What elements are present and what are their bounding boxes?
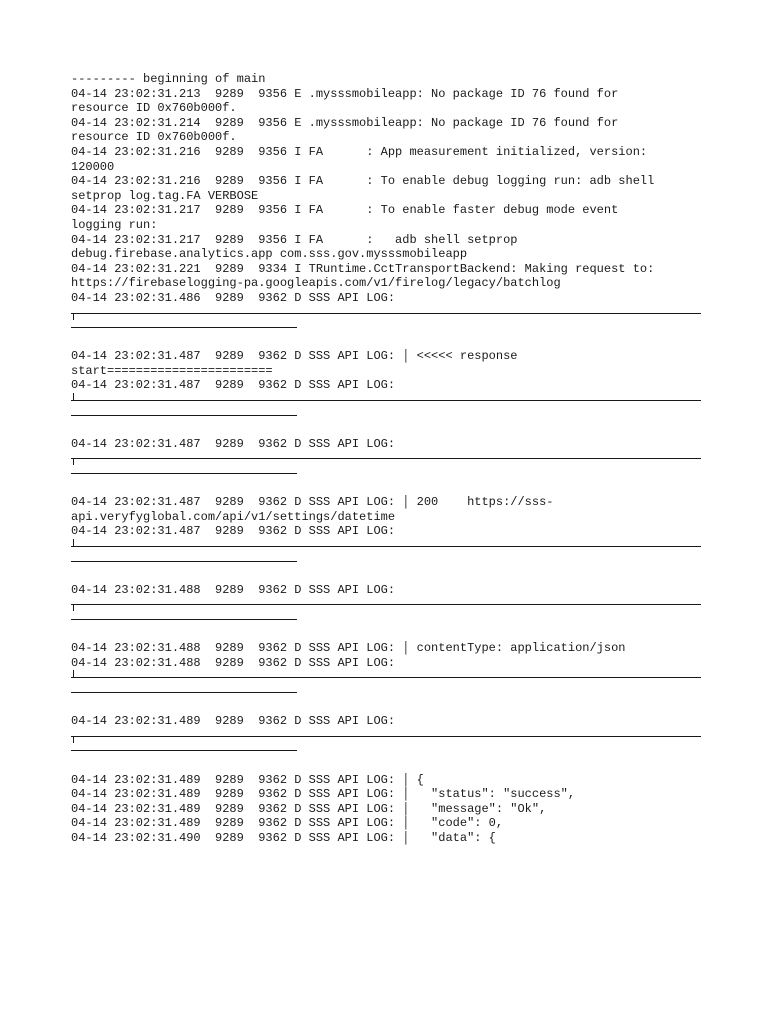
log-document <box>71 72 701 845</box>
log-line: resource ID 0x760b000f. <box>71 101 237 116</box>
log-line: 04-14 23:02:31.487 9289 9362 D SSS API LOG: │ 200 https://sss- <box>71 495 554 510</box>
blank-line <box>71 422 701 437</box>
rule-segment <box>71 750 297 751</box>
rule-segment <box>71 677 701 678</box>
log-line: 04-14 23:02:31.216 9289 9356 I FA : App measurement initialized, version: <box>71 144 648 159</box>
rule-segment <box>71 604 701 605</box>
box-top-border <box>71 306 701 321</box>
rule-segment <box>71 736 701 737</box>
log-line: 04-14 23:02:31.221 9289 9334 I TRuntime.CctTransportBackend: Making request to: <box>71 261 655 276</box>
box-corner-top-left <box>73 313 74 320</box>
log-line: 120000 <box>71 159 115 174</box>
box-corner-top-left <box>73 458 74 465</box>
blank-line <box>71 481 701 496</box>
blank-line <box>71 758 701 773</box>
box-rule-continuation <box>71 554 701 569</box>
box-top-border <box>71 729 701 744</box>
box-rule-continuation <box>71 685 701 700</box>
box-corner-bottom-left <box>73 393 74 401</box>
rule-segment <box>71 400 701 401</box>
log-line: 04-14 23:02:31.489 9289 9362 D SSS API LOG: │ "code": 0, <box>71 816 504 831</box>
rule-segment <box>71 561 297 562</box>
box-top-border <box>71 597 701 612</box>
rule-segment <box>71 415 297 416</box>
box-rule-continuation <box>71 408 701 423</box>
log-line: 04-14 23:02:31.486 9289 9362 D SSS API LOG: <box>71 290 396 305</box>
log-line: 04-14 23:02:31.216 9289 9356 I FA : To enable debug logging run: adb shell <box>71 174 655 189</box>
box-rule-continuation <box>71 743 701 758</box>
box-corner-top-left <box>73 604 74 611</box>
blank-line <box>71 568 701 583</box>
box-corner-top-left <box>73 736 74 743</box>
log-line: 04-14 23:02:31.488 9289 9362 D SSS API LOG: │ contentType: application/json <box>71 641 626 656</box>
log-line: start======================= <box>71 363 273 378</box>
log-line: 04-14 23:02:31.488 9289 9362 D SSS API LOG: <box>71 582 396 597</box>
log-line: 04-14 23:02:31.217 9289 9356 I FA : adb shell setprop <box>71 232 518 247</box>
box-bottom-border <box>71 670 701 685</box>
log-line: 04-14 23:02:31.489 9289 9362 D SSS API LOG: │ { <box>71 772 424 787</box>
blank-line <box>71 335 701 350</box>
log-line: 04-14 23:02:31.217 9289 9356 I FA : To enable faster debug mode event <box>71 203 619 218</box>
log-line: 04-14 23:02:31.487 9289 9362 D SSS API LOG: │ <<<<< response <box>71 349 518 364</box>
log-line: 04-14 23:02:31.489 9289 9362 D SSS API LOG: │ "status": "success", <box>71 787 576 802</box>
log-line: api.veryfyglobal.com/api/v1/settings/datetime <box>71 509 396 524</box>
log-line: setprop log.tag.FA VERBOSE <box>71 188 259 203</box>
log-line: 04-14 23:02:31.490 9289 9362 D SSS API LOG: │ "data": { <box>71 830 496 845</box>
box-corner-bottom-left <box>73 670 74 678</box>
log-line: 04-14 23:02:31.487 9289 9362 D SSS API LOG: <box>71 524 396 539</box>
rule-segment <box>71 473 297 474</box>
rule-segment <box>71 692 297 693</box>
rule-segment <box>71 619 297 620</box>
log-line: 04-14 23:02:31.213 9289 9356 E .mysssmobileapp: No package ID 76 found for <box>71 86 619 101</box>
log-line: 04-14 23:02:31.487 9289 9362 D SSS API LOG: <box>71 436 396 451</box>
box-corner-bottom-left <box>73 539 74 547</box>
log-line: 04-14 23:02:31.214 9289 9356 E .mysssmobileapp: No package ID 76 found for <box>71 115 619 130</box>
box-rule-continuation <box>71 320 701 335</box>
blank-line <box>71 627 701 642</box>
log-line: --------- beginning of main <box>71 72 266 86</box>
blank-line <box>71 700 701 715</box>
rule-segment <box>71 458 701 459</box>
log-line: debug.firebase.analytics.app com.sss.gov.mysssmobileapp <box>71 247 468 262</box>
log-line: 04-14 23:02:31.489 9289 9362 D SSS API LOG: <box>71 714 396 729</box>
rule-segment <box>71 313 701 314</box>
log-line: https://firebaselogging-pa.googleapis.com/v1/firelog/legacy/batchlog <box>71 276 561 291</box>
rule-segment <box>71 327 297 328</box>
box-bottom-border <box>71 393 701 408</box>
log-line: 04-14 23:02:31.488 9289 9362 D SSS API LOG: <box>71 655 396 670</box>
log-line: 04-14 23:02:31.489 9289 9362 D SSS API LOG: │ "message": "Ok", <box>71 801 547 816</box>
box-bottom-border <box>71 539 701 554</box>
log-line: 04-14 23:02:31.487 9289 9362 D SSS API LOG: <box>71 378 396 393</box>
log-line: resource ID 0x760b000f. <box>71 130 237 145</box>
log-line: logging run: <box>71 217 158 232</box>
box-top-border <box>71 451 701 466</box>
box-rule-continuation <box>71 466 701 481</box>
box-rule-continuation <box>71 612 701 627</box>
rule-segment <box>71 546 701 547</box>
